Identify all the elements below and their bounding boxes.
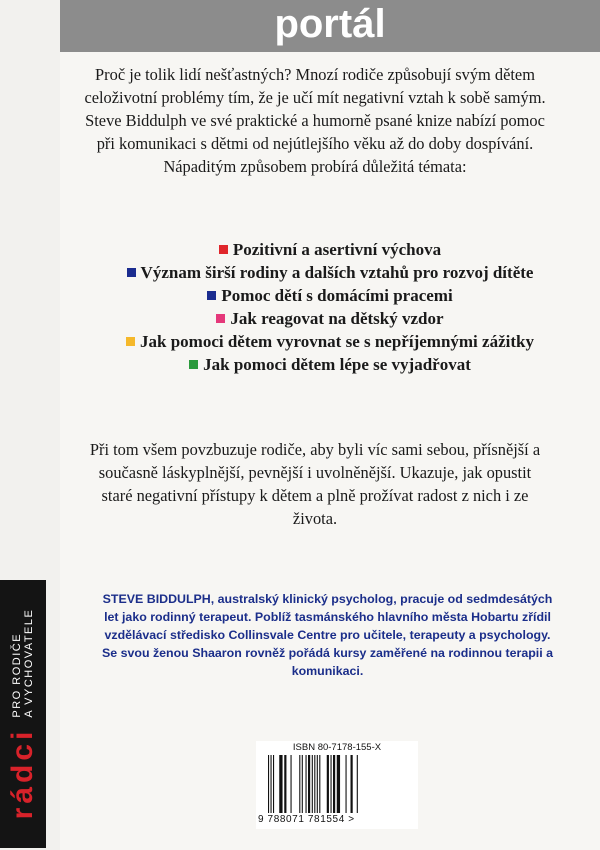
- topic-item: [100, 284, 560, 307]
- series-subtitle: [11, 609, 35, 718]
- topic-item: [100, 307, 560, 330]
- publisher-logo: portál: [274, 2, 386, 46]
- topic-text: Pozitivní a asertivní výchova: [232, 240, 442, 259]
- square-bullet-icon: [127, 268, 136, 277]
- square-bullet-icon: [216, 314, 225, 323]
- isbn-label: ISBN 80-7178-155-X: [292, 742, 382, 753]
- topic-text: Pomoc dětí s domácími pracemi: [221, 286, 453, 305]
- series-spine-label: [0, 580, 46, 848]
- barcode-icon: [266, 755, 411, 813]
- topic-text: Jak pomoci dětem vyrovnat se s nepříjemnými zážitky: [140, 332, 534, 351]
- series-subtitle-line-2: A VYCHOVATELE: [23, 608, 35, 718]
- publisher-banner: [60, 0, 600, 52]
- topic-item: [100, 330, 560, 353]
- topic-text: Jak reagovat na dětský vzdor: [230, 309, 444, 328]
- series-label-rotated: [6, 609, 40, 820]
- series-subtitle-line-1: PRO RODIČE: [11, 632, 23, 718]
- topic-text: Jak pomoci dětem lépe se vyjadřovat: [203, 355, 471, 374]
- topic-item: [100, 261, 560, 284]
- square-bullet-icon: [219, 245, 228, 254]
- author-bio: STEVE BIDDULPH, australský klinický psycholog, pracuje od sedmdesátých let jako rodinný terapeut. Poblíž tasmánského hlavního města Hobartu zřídil vzdělávací středisko Collinsvale Centre pro učitele, terapeuty a psychology. Se svou ženou Shaaron rovněž pořádá kursy zaměřené na rodinnou terapii a komunikaci.: [102, 592, 553, 678]
- book-blurb: Proč je tolik lidí nešťastných? Mnozí rodiče způsobují svým dětem celoživotní problémy tím, že je učí mít negativní vztah k sobě samým. Steve Biddulph ve své praktické a humorně psané knize nabízí pomoc při komunikaci s dětmi od nejútlejšího věku až do doby dospívání. Nápaditým způsobem probírá důležitá témata:: [84, 65, 546, 176]
- square-bullet-icon: [207, 291, 216, 300]
- topic-item: [100, 238, 560, 261]
- ean-number: 9 788071 781554 >: [258, 814, 355, 825]
- topic-item: [100, 353, 560, 376]
- topic-list: [100, 238, 560, 376]
- topic-text: Význam širší rodiny a dalších vztahů pro rozvoj dítěte: [140, 263, 534, 282]
- series-name: rádci: [6, 727, 39, 820]
- square-bullet-icon: [126, 337, 135, 346]
- barcode-box: [256, 741, 418, 829]
- closing-paragraph: Při tom všem povzbuzuje rodiče, aby byli víc sami sebou, přísnější a současně láskyplnější, pevnější i uvolněnější. Ukazuje, jak opustit staré negativní přístupy k dětem a plně prožívat radost z nich i ze života.: [89, 440, 541, 528]
- square-bullet-icon: [189, 360, 198, 369]
